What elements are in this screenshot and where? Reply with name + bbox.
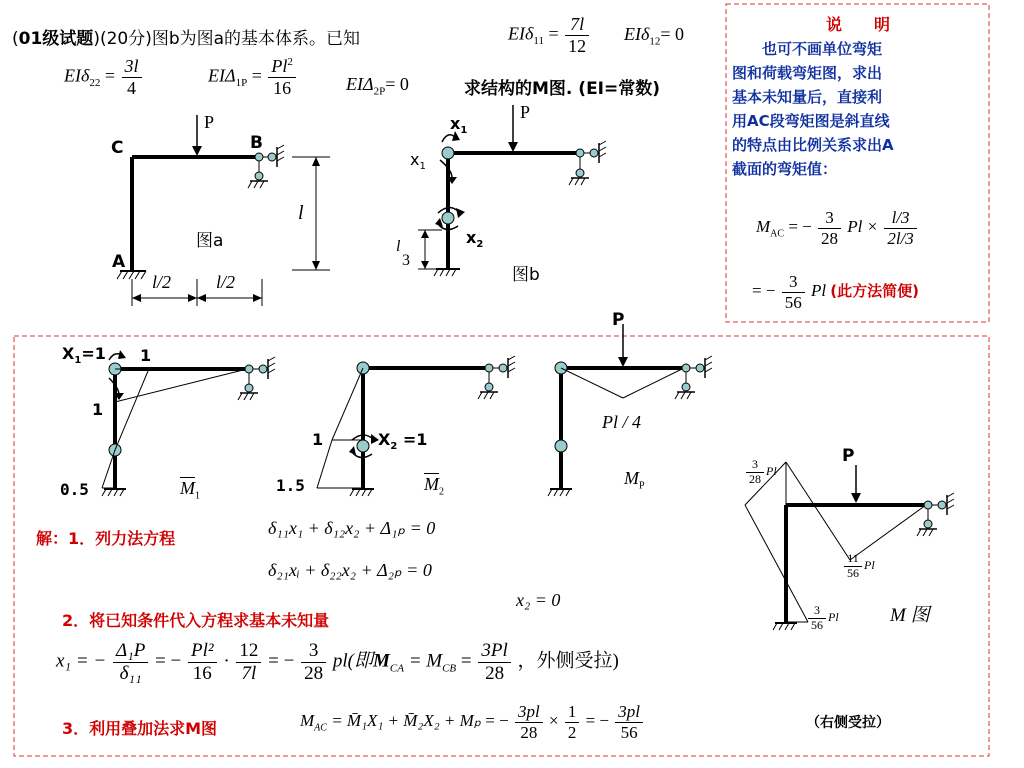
x1-eq4: = M bbox=[408, 650, 443, 672]
eq1-lhs: EIδ bbox=[508, 23, 534, 44]
note-line-3: 基本未知量后，直接利 bbox=[732, 88, 883, 106]
m2-title-sub: 2 bbox=[439, 486, 444, 498]
x1-f3-num: 12 bbox=[236, 640, 261, 663]
m2-mid-value: 1 bbox=[312, 430, 324, 449]
given-eq5 bbox=[346, 74, 409, 98]
x1-eq5: = bbox=[460, 650, 472, 672]
note-formula-1: $M_{AC}$ = − $\frac{3}{28}$ Pl × $\frac{l/3}{2l/3}$ bbox=[756, 208, 919, 248]
eq3-num: 3l bbox=[122, 56, 142, 78]
mf-mid-num: 11 bbox=[844, 552, 862, 567]
note-body bbox=[732, 37, 984, 181]
x1-f4-num: 3 bbox=[301, 640, 326, 663]
m2-x2-eq: =1 bbox=[397, 430, 428, 449]
note-res-num: 3 bbox=[782, 272, 805, 293]
eq1-sub: 11 bbox=[533, 34, 544, 47]
intro-text: (20分)图b为图a的基本体系。已知 bbox=[99, 29, 361, 49]
fig-b-x1-left bbox=[410, 150, 426, 172]
x1-f5-num: 3Pl bbox=[478, 640, 510, 663]
note-f1-num: 3 bbox=[818, 208, 841, 229]
m2-title bbox=[424, 474, 444, 498]
x1-f2-den: 16 bbox=[192, 662, 212, 684]
eq5-sub: 2P bbox=[373, 85, 386, 98]
x1-f2-num: Pl² bbox=[188, 640, 217, 663]
note-f1-den: 28 bbox=[821, 228, 839, 248]
m1-x1-label bbox=[62, 344, 106, 366]
mf-bot-num: 3 bbox=[808, 604, 826, 619]
x1-f5-den: 28 bbox=[485, 662, 505, 684]
mac-times: × bbox=[548, 710, 559, 730]
fig-b-x2 bbox=[466, 228, 483, 250]
eq5-lhs: EIΔ bbox=[346, 74, 374, 94]
solution-x1-formula bbox=[56, 640, 619, 685]
fig-a-load-p: P bbox=[204, 112, 215, 132]
m1-title-m: $\overline{M}$ bbox=[180, 478, 195, 498]
note-title: 说 明 bbox=[825, 15, 890, 34]
note-line-1: 也可不画单位弯矩 bbox=[762, 40, 883, 58]
x1-f4-den: 28 bbox=[304, 662, 324, 684]
intro-year: 01级试题 bbox=[18, 29, 94, 49]
mac-f1-den: 28 bbox=[520, 722, 538, 742]
x1-lhs: x₁ = − bbox=[56, 650, 107, 672]
m2-drawing bbox=[317, 356, 515, 496]
eq3-lhs: EIδ bbox=[64, 65, 90, 86]
eq2-lhs: EIδ bbox=[624, 24, 650, 44]
fig-b-x2-text: x bbox=[466, 228, 477, 247]
fig-b-x1-top bbox=[450, 114, 467, 136]
m1-x1-eq: =1 bbox=[81, 344, 106, 363]
fig-b-x1-top-text: x bbox=[450, 114, 461, 133]
m-final-load-p: P bbox=[842, 446, 855, 466]
mac-sub: AC bbox=[314, 722, 327, 734]
intro-paren-open: ( bbox=[12, 29, 19, 49]
solution-step-2: 2．将已知条件代入方程求基本未知量 bbox=[62, 611, 330, 630]
mp-title-m: M bbox=[624, 468, 639, 488]
eq4-lhs: EIΔ bbox=[208, 65, 236, 86]
solution-mac-note: （右侧受拉） bbox=[806, 715, 890, 731]
m2-x2-sub: 2 bbox=[390, 441, 398, 453]
eq3-sub: 22 bbox=[89, 76, 101, 89]
note-line-2: 图和荷载弯矩图，求出 bbox=[732, 64, 883, 82]
mf-bot-den: 56 bbox=[811, 617, 823, 632]
x1-mca-sub: CA bbox=[389, 662, 404, 675]
mac-f2-num: 1 bbox=[565, 702, 580, 723]
m1-left-value: 1 bbox=[92, 400, 104, 419]
note-res-den: 56 bbox=[784, 292, 802, 312]
fig-b-x1-top-sub: 1 bbox=[460, 125, 468, 137]
eq2-rhs: = 0 bbox=[660, 24, 685, 44]
m1-x1-sub: 1 bbox=[74, 355, 82, 367]
eq5-rhs: = 0 bbox=[385, 74, 409, 94]
m2-x2-text: X bbox=[378, 430, 391, 449]
solution-step-1: 解：1．列力法方程 bbox=[36, 529, 176, 548]
m1-bottom-value: 0.5 bbox=[60, 480, 89, 499]
x1-f1-den: δ₁₁ bbox=[119, 662, 142, 684]
mf-bot-tail: Pl bbox=[828, 610, 839, 625]
mp-value: Pl / 4 bbox=[602, 412, 641, 432]
fig-b-x1-left-text: x bbox=[410, 150, 420, 169]
note-res-tail: Pl bbox=[810, 280, 827, 300]
m-final-mid-value bbox=[842, 552, 875, 581]
eq4-num-sup: 2 bbox=[287, 56, 293, 68]
x1-pl: pl(即 bbox=[332, 650, 373, 672]
fig-a-title: 图a bbox=[196, 231, 224, 251]
m2-x2-label bbox=[378, 430, 427, 452]
note-f2-den: 2l/3 bbox=[887, 228, 914, 248]
given-eq4: $EI\Delta_{1P}$ = $\frac{Pl^2}{16}$ bbox=[208, 56, 298, 98]
mp-title bbox=[624, 468, 645, 492]
x1-f1-num: Δ₁P bbox=[113, 640, 148, 663]
m1-title bbox=[180, 478, 200, 502]
x1-eq2: = − bbox=[155, 650, 182, 672]
figure-b-drawing bbox=[418, 105, 606, 276]
fig-b-dim-l3-num: l bbox=[396, 238, 401, 255]
m1-x1-text: X bbox=[62, 344, 75, 363]
mac-eq2: = − bbox=[485, 710, 509, 730]
eq2-sub: 12 bbox=[649, 35, 661, 48]
fig-a-label-c: C bbox=[111, 138, 124, 158]
mac-eq: = M̄₁X₁ + M̄₂X₂ + Mₚ bbox=[331, 710, 482, 730]
eq4-num: Pl bbox=[271, 56, 288, 76]
mac-f1-num: 3pl bbox=[515, 702, 543, 723]
m-final-top-value bbox=[744, 458, 777, 487]
note-m: M bbox=[756, 216, 771, 236]
note-m-sub: AC bbox=[770, 228, 785, 240]
mf-top-tail: Pl bbox=[766, 464, 777, 479]
x1-tail: ，外侧受拉) bbox=[517, 650, 619, 672]
mac-f2-den: 2 bbox=[567, 722, 577, 742]
mp-title-sub: P bbox=[639, 480, 645, 492]
fig-b-dim-l3-den: 3 bbox=[402, 252, 410, 269]
note-line-5: 的特点由比例关系求出A bbox=[732, 136, 894, 154]
x1-mcb-sub: CB bbox=[442, 662, 457, 675]
solution-x2-zero: x₂ = 0 bbox=[516, 590, 561, 610]
note-res-remark: (此方法简便) bbox=[830, 281, 920, 300]
m2-bottom-value: 1.5 bbox=[276, 476, 305, 495]
eq4-sub: 1P bbox=[235, 76, 248, 89]
x1-eq3: = − bbox=[268, 650, 295, 672]
m2-title-m: $\overline{M}$ bbox=[424, 474, 439, 494]
eq3-den: 4 bbox=[127, 77, 137, 98]
fig-b-title: 图b bbox=[512, 265, 540, 285]
given-eq2 bbox=[624, 24, 684, 48]
fig-a-dim-half-2: l/2 bbox=[216, 272, 236, 292]
intro-paren-close: ) bbox=[93, 29, 100, 49]
fig-a-dim-l: l bbox=[298, 202, 304, 224]
solution-eq-b: δ₂₁xᵢ + δ₂₂x₂ + Δ₂ₚ = 0 bbox=[268, 560, 432, 580]
m1-top-value: 1 bbox=[140, 346, 152, 365]
given-eq3: EIδ$_{22}$ = $\frac{3l}{4}$ bbox=[64, 56, 144, 98]
mf-mid-tail: Pl bbox=[864, 558, 875, 573]
mac-eq3: = − bbox=[585, 710, 609, 730]
mf-mid-den: 56 bbox=[847, 565, 859, 580]
note-formula-2: = − $\frac{3}{56}$ Pl (此方法简便) bbox=[752, 272, 920, 312]
mac-m: M bbox=[300, 710, 315, 730]
fig-b-x1-left-sub: 1 bbox=[419, 161, 426, 173]
solution-eq-a: δ₁₁x₁ + δ₁₂x₂ + Δ₁ₚ = 0 bbox=[268, 518, 436, 538]
fig-b-load-p: P bbox=[520, 102, 531, 122]
note-box bbox=[732, 12, 984, 181]
mac-f3-num: 3pl bbox=[615, 702, 643, 723]
note-line-6: 截面的弯矩值： bbox=[732, 160, 838, 178]
m1-drawing bbox=[102, 350, 275, 496]
problem-intro bbox=[12, 24, 360, 49]
x1-f3-den: 7l bbox=[241, 662, 257, 684]
eq4-den: 16 bbox=[273, 77, 292, 98]
note-f2-num: l/3 bbox=[884, 208, 916, 229]
eq1-num: 7l bbox=[565, 14, 589, 36]
x1-dot: · bbox=[223, 650, 230, 672]
solution-step-3: 3．利用叠加法求M图 bbox=[62, 719, 218, 738]
m-final-title: M 图 bbox=[890, 605, 930, 626]
eq1-den: 12 bbox=[568, 35, 587, 56]
given-eq1: EIδ$_{11}$ = $\frac{7l}{12}$ bbox=[508, 14, 591, 56]
solution-mac-formula bbox=[300, 702, 645, 742]
mac-f3-den: 56 bbox=[620, 722, 638, 742]
m-final-bottom-value bbox=[806, 604, 839, 633]
note-line-4: 用AC段弯矩图是斜直线 bbox=[732, 112, 890, 130]
mf-top-num: 3 bbox=[746, 458, 764, 473]
m1-title-sub: 1 bbox=[195, 490, 200, 502]
mf-top-den: 28 bbox=[749, 471, 761, 486]
problem-ask: 求结构的M图. (EI=常数) bbox=[464, 79, 661, 99]
fig-b-dim-l3 bbox=[396, 240, 410, 268]
fig-a-label-b: B bbox=[250, 133, 263, 153]
fig-b-x2-sub: 2 bbox=[476, 239, 484, 251]
mp-load-p: P bbox=[612, 310, 625, 330]
fig-a-dim-half-1: l/2 bbox=[152, 272, 172, 292]
note-f1-mid: Pl × bbox=[847, 216, 879, 236]
x1-mca: M bbox=[372, 650, 390, 672]
fig-a-label-a: A bbox=[112, 252, 126, 272]
